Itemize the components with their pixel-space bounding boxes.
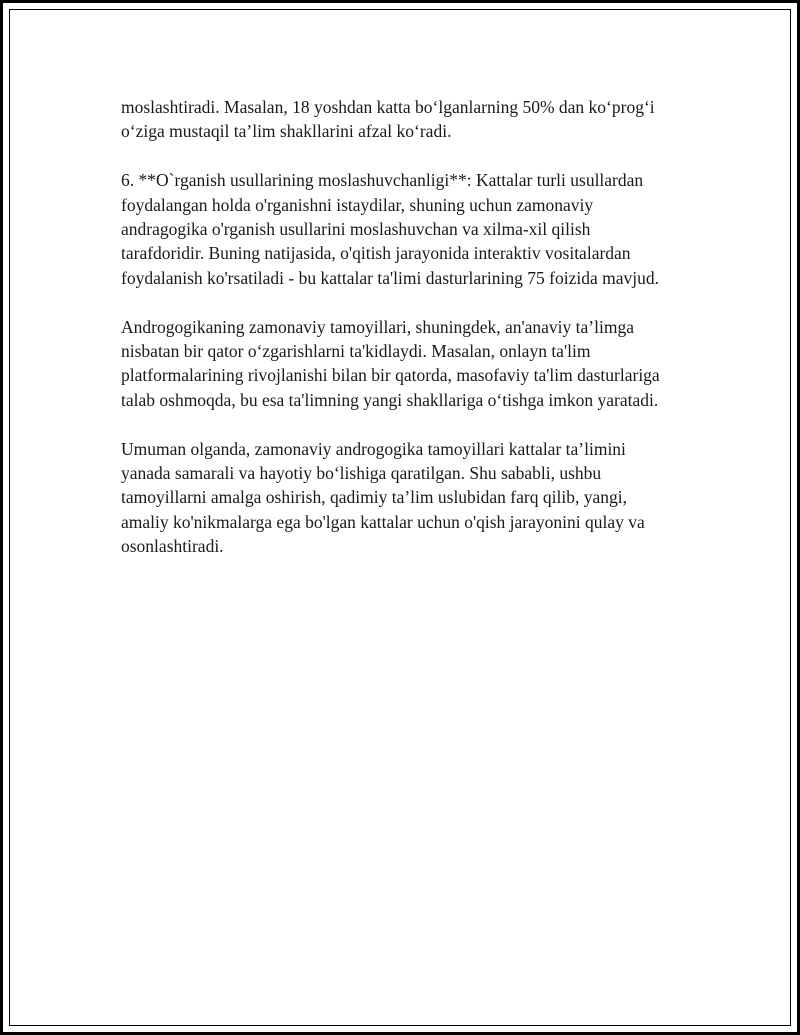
text-line: tarafdoridir. Buning natijasida, o'qitish jarayonida interaktiv vositalardan	[121, 243, 631, 264]
text-line: Androgogikaning zamonaviy tamoyillari, shuningdek, an'anaviy ta’limga	[121, 316, 634, 337]
paragraph-2	[121, 168, 701, 290]
text-line: moslashtiradi. Masalan, 18 yoshdan katta bo‘lganlarning 50% dan ko‘prog‘i	[121, 97, 655, 117]
text-line: amaliy ko'nikmalarga ega bo'lgan kattalar uchun o'qish jarayonini qulay va	[121, 511, 645, 532]
text-line: andragogika o'rganish usullarini moslashuvchan va xilma-xil qilish	[121, 219, 591, 240]
text-line: talab oshmoqda, bu esa ta'limning yangi shakllariga o‘tishga imkon yaratadi.	[121, 389, 659, 410]
text-line: 6. **O`rganish usullarining moslashuvchanligi**: Kattalar turli usullardan	[121, 170, 644, 191]
text-line: foydalanish ko'rsatiladi - bu kattalar ta'limi dasturlarining 75 foizida mavjud.	[121, 267, 659, 288]
document-body	[121, 95, 701, 583]
text-line: platformalarining rivojlanishi bilan bir qatorda, masofaviy ta'lim dasturlariga	[121, 365, 660, 386]
text-line: Umuman olganda, zamonaviy androgogika tamoyillari kattalar ta’limini	[121, 438, 626, 459]
text-line: osonlashtiradi.	[121, 536, 224, 557]
text-line: nisbatan bir qator o‘zgarishlarni ta'kidlaydi. Masalan, onlayn ta'lim	[121, 341, 591, 362]
paragraph-4	[121, 437, 701, 559]
text-line: tamoyillarni amalga oshirish, qadimiy ta’lim uslubidan farq qilib, yangi,	[121, 487, 627, 508]
text-line: yanada samarali va hayotiy bo‘lishiga qaratilgan. Shu sababli, ushbu	[121, 463, 602, 484]
paragraph-1	[121, 95, 701, 144]
text-line: o‘ziga mustaqil ta’lim shakllarini afzal ko‘radi.	[121, 121, 452, 142]
text-line: foydalangan holda o'rganishni istaydilar, shuning uchun zamonaviy	[121, 194, 594, 215]
paragraph-3	[121, 315, 701, 413]
